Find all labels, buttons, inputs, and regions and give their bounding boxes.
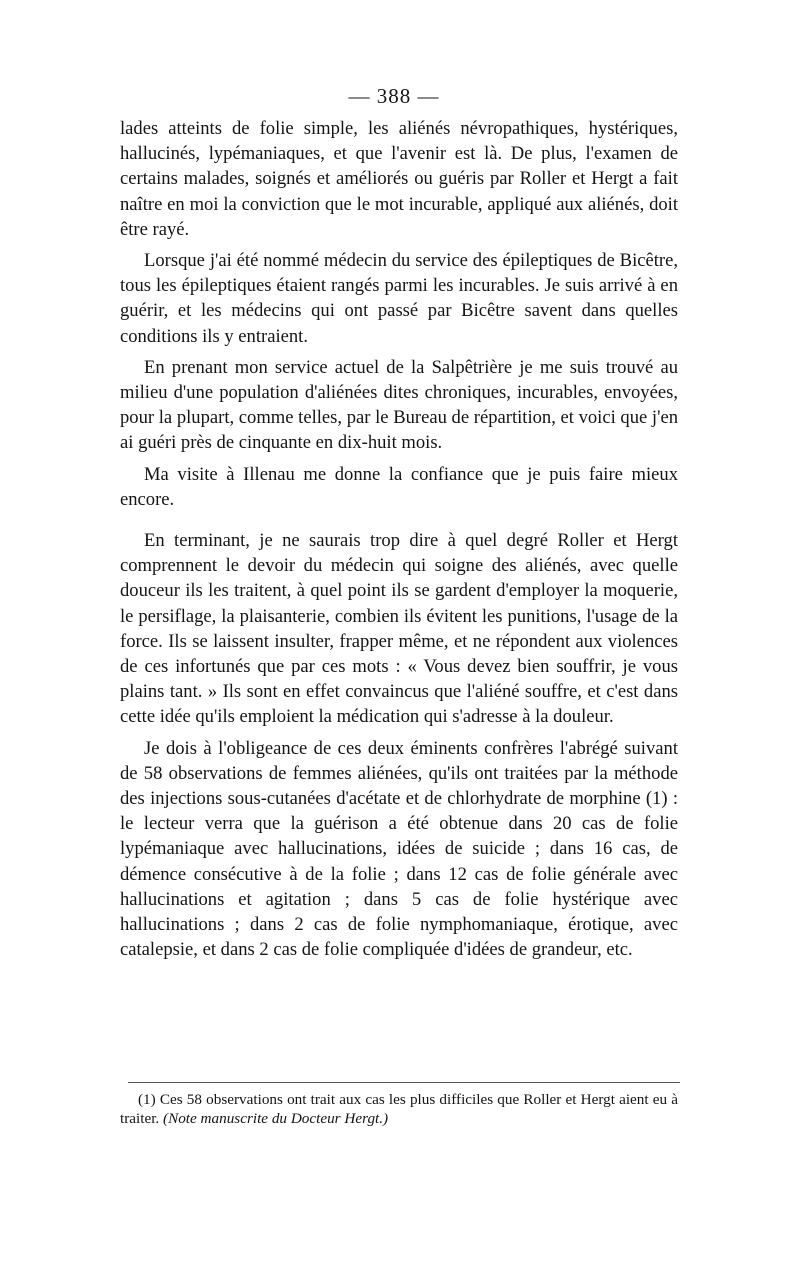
paragraph-conclusion: En terminant, je ne saurais trop dire à quel degré Roller et Hergt comprennent le devoir du médecin qui soigne des aliénés, avec quelle douceur ils les traitent, à quel point ils se gardent d'employer la moquerie, le persiflage, la plaisanterie, combien ils évitent les punitions, l'usage de la force. Ils se laissent insulter, frapper même, et ne répondent aux violences de ces infortunés que par ces mots : « Vous devez bien souffrir, je vous plains tant. » Ils sont en effet convaincus que l'aliéné souffre, et c'est dans cette idée qu'ils emploient la médication qui s'adresse à la douleur. bbox=[120, 530, 678, 728]
paragraph-bicetre: Lorsque j'ai été nommé médecin du service des épileptiques de Bicêtre, tous les épileptiques étaient rangés parmi les incurables. Je suis arrivé à en guérir, et les médecins qui ont passé par Bicêtre savent dans quelles conditions ils y entraient. bbox=[120, 250, 678, 347]
paragraph-observations: Je dois à l'obligeance de ces deux éminents confrères l'abrégé suivant de 58 observations de femmes aliénées, qu'ils ont traitées par la méthode des injections sous-cutanées d'acétate et de chlorhydrate de morphine (1) : le lecteur verra que la guérison a été obtenue dans 20 cas de folie lypémaniaque avec hallucinations, idées de suicide ; dans 16 cas, de démence consécutive à de la folie ; dans 12 cas de folie générale avec hallucinations et agitation ; dans 5 cas de folie hystérique avec hallucinations ; dans 2 cas de folie nymphomaniaque, érotique, avec catalepsie, et dans 2 cas de folie compliquée d'idées de grandeur, etc. bbox=[120, 737, 678, 961]
footnote-source: (Note manuscrite du Docteur Hergt.) bbox=[163, 1110, 389, 1127]
page-number: — 388 — bbox=[348, 84, 440, 108]
footnote-divider bbox=[128, 1082, 680, 1083]
body-text bbox=[120, 116, 678, 969]
paragraph-salpetriere: En prenant mon service actuel de la Salpêtrière je me suis trouvé au milieu d'une population d'aliénées dites chroniques, incurables, envoyées, pour la plupart, comme telles, par le Bureau de répartition, et voici que j'en ai guéri près de cinquante en dix-huit mois. bbox=[120, 356, 678, 454]
paragraph-continuation: lades atteints de folie simple, les aliénés névropathiques, hystériques, hallucinés, lypémaniaques, et que l'avenir est là. De plus, l'examen de certains malades, soignés et améliorés ou guéris par Roller et Hergt a fait naître en moi la conviction que le mot incurable, appliqué aux aliénés, doit être rayé. bbox=[120, 118, 678, 240]
paragraph-illenau: Ma visite à Illenau me donne la confiance que je puis faire mieux encore. bbox=[120, 463, 678, 510]
footnote bbox=[120, 1090, 678, 1128]
footnote-text: (1) Ces 58 observations ont trait aux cas les plus difficiles que Roller et Hergt aient eu à traiter. bbox=[120, 1091, 678, 1127]
